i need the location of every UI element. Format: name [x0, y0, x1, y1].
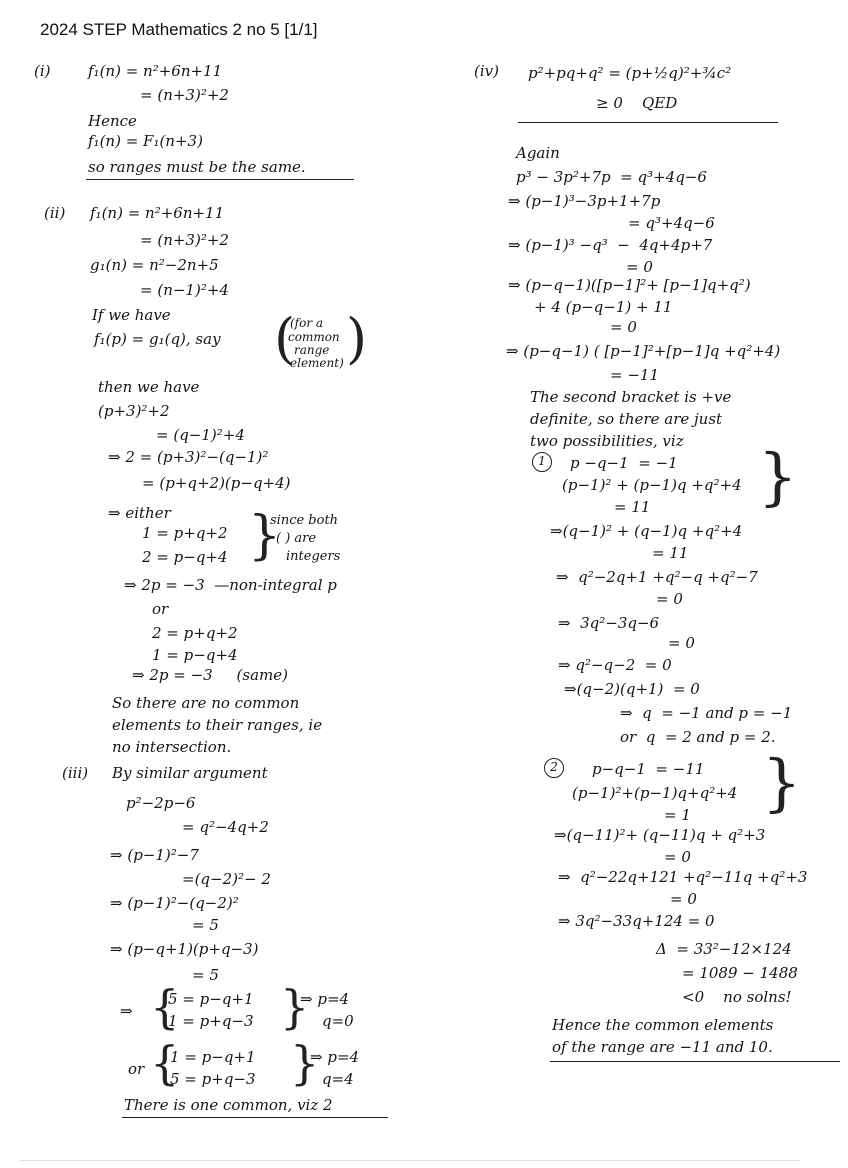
math-line: (p+3)²+2 — [98, 402, 170, 420]
math-line: ⇒ — [120, 1002, 133, 1020]
part-label: (iii) — [62, 764, 89, 782]
math-line: ⇒ 3q²−33q+124 = 0 — [558, 912, 715, 930]
math-line: 1 = p+q−3 — [168, 1012, 254, 1030]
math-line: ⇒(q−1)² + (q−1)q +q²+4 — [550, 522, 743, 540]
note-line: If we have — [92, 306, 171, 324]
math-line: = (n−1)²+4 — [140, 281, 229, 299]
conclusion-underline — [550, 1061, 840, 1062]
math-line: = (n+3)²+2 — [140, 231, 229, 249]
math-line: = 0 — [626, 258, 653, 276]
math-line: p²−2p−6 — [126, 794, 196, 812]
paren-close: ) — [346, 307, 368, 370]
math-line: = (q−1)²+4 — [156, 426, 245, 444]
note-line: since both — [270, 513, 339, 528]
note-line: Again — [516, 144, 560, 162]
brace-close: } — [290, 1036, 320, 1090]
part-label: (iv) — [474, 62, 499, 80]
note-line: integers — [286, 549, 341, 564]
math-line: = 0 — [664, 848, 691, 866]
brace-close: } — [280, 980, 310, 1034]
math-line: ⇒ (p−q+1)(p+q−3) — [110, 940, 259, 958]
part-label: (ii) — [44, 204, 66, 222]
math-line: = 1089 − 1488 — [682, 964, 798, 982]
brace-close: } — [248, 506, 282, 566]
brace-open: { — [150, 980, 180, 1034]
math-line: ⇒ 2 = (p+3)²−(q−1)² — [108, 448, 269, 466]
note-line: ( ) are — [276, 531, 317, 546]
math-line: = 0 — [610, 318, 637, 336]
math-line: g₁(n) = n²−2n+5 — [90, 256, 219, 274]
math-line: = q³+4q−6 — [628, 214, 715, 232]
note-line: ⇒ either — [108, 504, 171, 522]
math-line: f₁(p) = g₁(q), say — [94, 330, 221, 348]
part-label: (i) — [34, 62, 51, 80]
math-line: q=4 — [322, 1070, 354, 1088]
math-line: Δ = 33²−12×124 — [656, 940, 792, 958]
math-line: (p−1)²+(p−1)q+q²+4 — [572, 784, 738, 802]
math-line: ⇒ p=4 — [300, 990, 350, 1008]
math-line: = 0 — [670, 890, 697, 908]
math-line: ⇒ 2p = −3 (same) — [132, 666, 288, 684]
note-line: elements to their ranges, ie — [112, 716, 323, 734]
math-line: 2 = p−q+4 — [142, 548, 228, 566]
note-line: By similar argument — [112, 764, 268, 782]
math-line: ⇒ q²−2q+1 +q²−q +q²−7 — [556, 568, 758, 586]
math-line: =(q−2)²− 2 — [182, 870, 271, 888]
math-line: or q = 2 and p = 2. — [620, 728, 776, 746]
math-line: = 0 — [668, 634, 695, 652]
math-line: ⇒ (p−q−1)([p−1]²+ [p−1]q+q²) — [508, 276, 751, 294]
right-column — [424, 0, 844, 1168]
conclusion-line: of the range are −11 and 10. — [552, 1038, 773, 1056]
note-line: So there are no common — [112, 694, 300, 712]
note-line: The second bracket is +ve — [530, 388, 732, 406]
math-line: ⇒ (p−1)²−(q−2)² — [110, 894, 239, 912]
left-column — [0, 0, 420, 1168]
math-line: p−q−1 = −11 — [592, 760, 705, 778]
math-line: <0 no solns! — [682, 988, 792, 1006]
math-line: 1 = p−q+4 — [152, 646, 238, 664]
paren-open: ( — [274, 307, 296, 370]
note-line: no intersection. — [112, 738, 232, 756]
note-line: element) — [290, 356, 344, 370]
math-line: f₁(n) = n²+6n+11 — [90, 204, 225, 222]
math-line: 5 = p−q+1 — [168, 990, 254, 1008]
math-line: ⇒ 2p = −3 —non-integral p — [124, 576, 337, 594]
math-line: 5 = p+q−3 — [170, 1070, 256, 1088]
math-line: f₁(n) = F₁(n+3) — [88, 132, 203, 150]
page-edge-line — [20, 1160, 800, 1161]
math-line: 1 = p+q+2 — [142, 524, 228, 542]
brace-open: { — [150, 1036, 180, 1090]
math-line: (p−1)² + (p−1)q +q²+4 — [562, 476, 742, 494]
conclusion-line: There is one common, viz 2 — [124, 1096, 333, 1114]
brace-close: } — [758, 440, 798, 513]
note-line: then we have — [98, 378, 200, 396]
math-line: p³ − 3p²+7p = q³+4q−6 — [516, 168, 707, 186]
math-line: + 4 (p−q−1) + 11 — [534, 298, 673, 316]
note-line: Hence the common elements — [552, 1016, 774, 1034]
math-line: 2 = p+q+2 — [152, 624, 238, 642]
math-line: ⇒(q−11)²+ (q−11)q + q²+3 — [554, 826, 766, 844]
math-line: = 5 — [192, 916, 219, 934]
note-line: definite, so there are just — [530, 410, 723, 428]
note-line: (for a — [290, 316, 324, 330]
math-line: ⇒ p=4 — [310, 1048, 360, 1066]
math-line: = 1 — [664, 806, 691, 824]
math-line: 1 = p−q+1 — [170, 1048, 256, 1066]
math-line: = 11 — [614, 498, 651, 516]
page-title: 2024 STEP Mathematics 2 no 5 [1/1] — [40, 20, 318, 39]
math-line: ⇒ q = −1 and p = −1 — [620, 704, 793, 722]
math-line: p²+pq+q² = (p+½q)²+¾c² — [528, 64, 732, 82]
math-line: ⇒ (p−1)³ −q³ − 4q+4p+7 — [508, 236, 713, 254]
math-line: ≥ 0 QED — [596, 94, 678, 112]
math-line: ⇒ (p−q−1) ( [p−1]²+[p−1]q +q²+4) — [506, 342, 781, 360]
math-line: = q²−4q+2 — [182, 818, 269, 836]
note-line: two possibilities, viz — [530, 432, 684, 450]
math-line: f₁(n) = n²+6n+11 — [88, 62, 223, 80]
math-line: = −11 — [610, 366, 659, 384]
math-line: ⇒(q−2)(q+1) = 0 — [564, 680, 700, 698]
case-marker: 1 — [532, 452, 552, 472]
note-line: common — [288, 330, 340, 344]
note-line: or — [128, 1060, 145, 1078]
math-line: ⇒ q²−q−2 = 0 — [558, 656, 672, 674]
math-line: = (n+3)²+2 — [140, 86, 229, 104]
note-line: or — [152, 600, 169, 618]
section-rule — [86, 179, 354, 180]
conclusion-underline — [122, 1117, 388, 1118]
math-line: ⇒ 3q²−3q−6 — [558, 614, 660, 632]
note-line: so ranges must be the same. — [88, 158, 306, 176]
math-line: ⇒ (p−1)³−3p+1+7p — [508, 192, 661, 210]
math-line: = 0 — [656, 590, 683, 608]
note-line: range — [294, 343, 330, 357]
math-line: = 11 — [652, 544, 689, 562]
math-line: ⇒ q²−22q+121 +q²−11q +q²+3 — [558, 868, 808, 886]
section-rule — [518, 122, 778, 123]
math-line: = (p+q+2)(p−q+4) — [142, 474, 291, 492]
math-line: q=0 — [322, 1012, 354, 1030]
math-line: ⇒ (p−1)²−7 — [110, 846, 199, 864]
math-line: p −q−1 = −1 — [570, 454, 678, 472]
case-marker: 2 — [544, 758, 564, 778]
math-line: = 5 — [192, 966, 219, 984]
brace-close: } — [762, 746, 802, 819]
note-line: Hence — [88, 112, 137, 130]
